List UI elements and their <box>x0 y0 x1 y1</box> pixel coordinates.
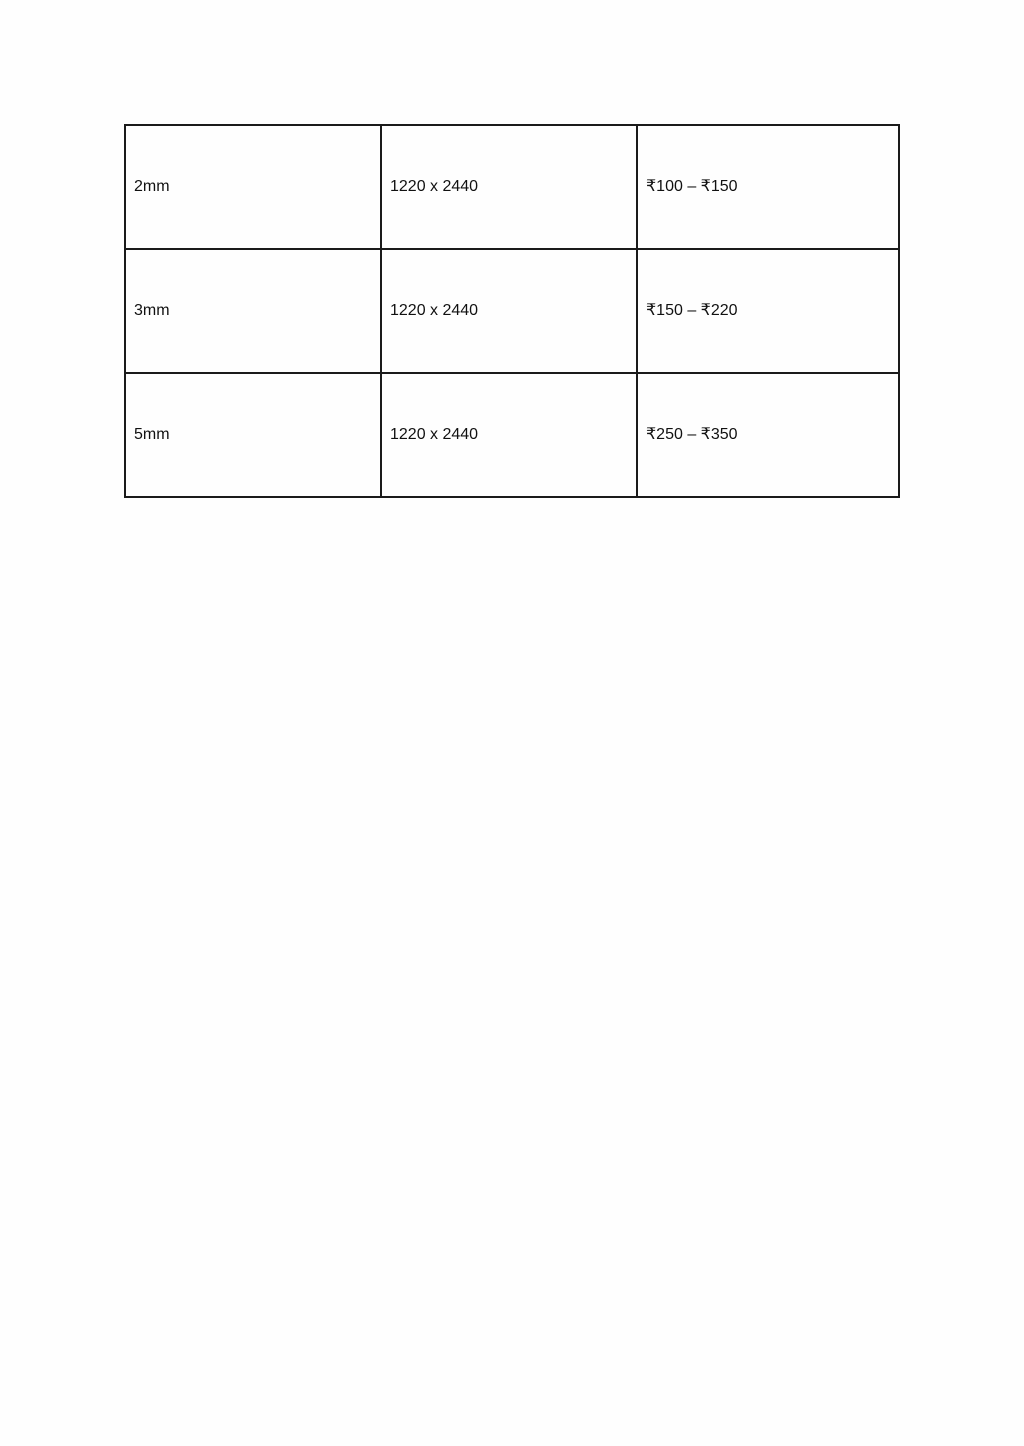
price-cell: ₹250 – ₹350 <box>637 373 899 497</box>
table-row <box>125 125 899 249</box>
price-cell: ₹150 – ₹220 <box>637 249 899 373</box>
size-cell: 1220 x 2440 <box>381 249 637 373</box>
price-table <box>124 124 900 498</box>
size-cell: 1220 x 2440 <box>381 125 637 249</box>
table-row <box>125 373 899 497</box>
thickness-cell: 5mm <box>125 373 381 497</box>
price-cell: ₹100 – ₹150 <box>637 125 899 249</box>
thickness-cell: 3mm <box>125 249 381 373</box>
thickness-cell: 2mm <box>125 125 381 249</box>
size-cell: 1220 x 2440 <box>381 373 637 497</box>
table-row <box>125 249 899 373</box>
